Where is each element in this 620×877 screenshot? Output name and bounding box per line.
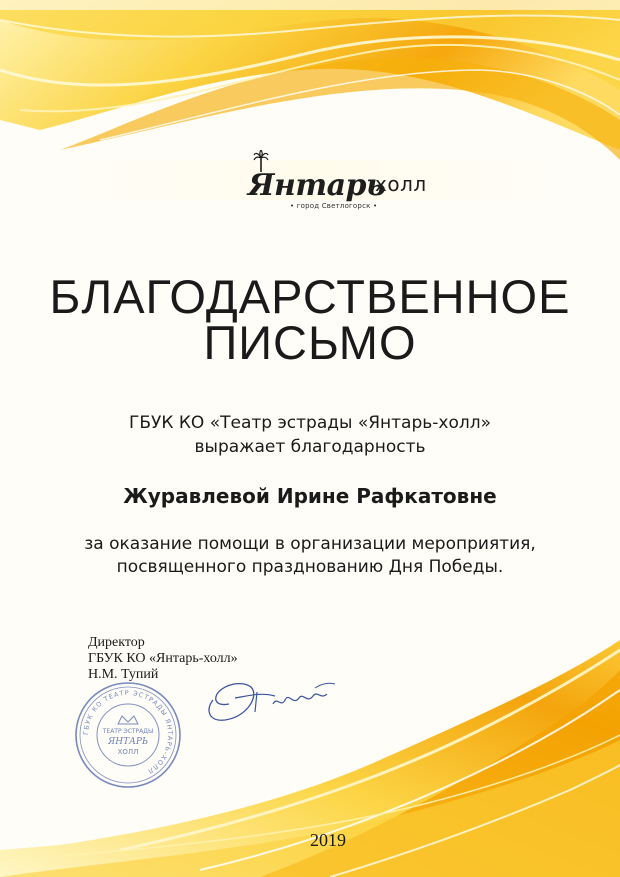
stamp-ring-text: ГБУК КО ТЕАТР ЭСТРАДЫ ЯНТАРЬ-ХОЛЛ — [81, 688, 175, 776]
theatre-logo — [0, 150, 620, 220]
issuing-organization: ГБУК КО «Театр эстрады «Янтарь-холл» — [128, 413, 492, 433]
document-title-line1: БЛАГОДАРСТВЕННОЕ — [49, 270, 571, 323]
stamp-center-mid: ЯНТАРЬ — [107, 737, 149, 747]
expresses-gratitude: выражает благодарность — [194, 437, 426, 457]
signer-position: Директор — [88, 635, 145, 650]
stamp-center-top: ТЕАТР ЭСТРАДЫ — [102, 728, 154, 735]
stamp-center-bottom: ХОЛЛ — [117, 748, 139, 756]
logo-suffix: холл — [375, 172, 427, 196]
signer-organization: ГБУК КО «Янтарь-холл» — [88, 651, 238, 666]
reason-line-1: за оказание помощи в организации мероприятия, — [84, 534, 536, 554]
logo-wordmark: Янтарь — [248, 168, 386, 203]
director-signature — [195, 670, 345, 730]
logo-city: • город Светлогорск • — [290, 202, 378, 210]
reason-line-2: посвященного празднованию Дня Победы. — [116, 557, 504, 577]
recipient-name: Журавлевой Ирине Рафкатовне — [123, 484, 497, 508]
official-stamp — [73, 680, 183, 790]
document-title-line2: ПИСЬМО — [203, 316, 417, 369]
document-year: 2019 — [310, 830, 346, 850]
signer-name: Н.М. Тупий — [88, 667, 159, 682]
